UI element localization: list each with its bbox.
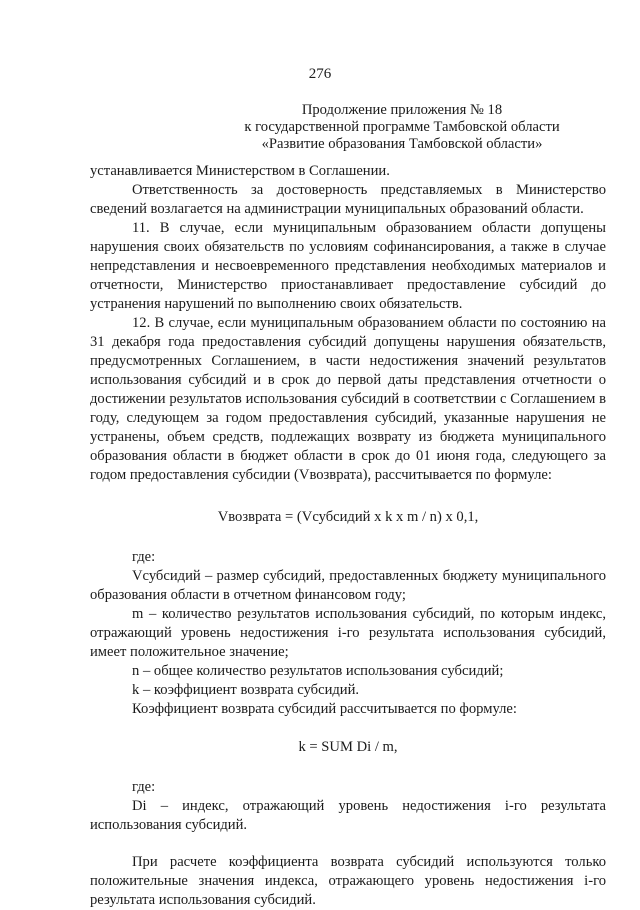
where-label-1: где: xyxy=(132,549,156,565)
definition-v-subsidy: Vсубсидий – размер субсидий, предоставленных бюджету муниципального образования области в отчетном финансовом году; xyxy=(90,568,606,603)
paragraph-12: 12. В случае, если муниципальным образованием области по состоянию на 31 декабря года предоставления субсидий допущены нарушения обязательств, предусмотренных Соглашением, в части недостижения значений результатов использования субсидий и в срок до первой даты представления отчетности о достижении результатов использования субсидий в соответствии с Соглашением в году, следующем за годом предоставления субсидий, указанные нарушения не устранены, объем средств, подлежащих возврату из бюджета муниципального образования области в бюджет области в срок до 01 июня года, следующего за годом предоставления субсидии (Vвозврата), рассчитывается по формуле: xyxy=(90,315,606,483)
document-body xyxy=(90,162,606,910)
paragraph-11: 11. В случае, если муниципальным образованием области допущены нарушения своих обязательств по условиям софинансирования, а также в случае непредставления и несвоевременного представления необходимых материалов и отчетности, Министерство приостанавливает предоставление субсидий до устранения нарушений по выполнению своих обязательств. xyxy=(90,220,606,312)
page-number: 276 xyxy=(308,66,332,82)
formula-v-return: Vвозврата = (Vсубсидий x k x m / n) x 0,1, xyxy=(217,509,479,525)
paragraph-continuation: устанавливается Министерством в Соглашении. xyxy=(90,163,390,179)
header-line-1: Продолжение приложения № 18 xyxy=(301,102,503,118)
definition-m: m – количество результатов использования субсидий, по которым индекс, отражающий уровень недостижения i-го результата использования субсидий, имеет положительное значение; xyxy=(90,606,606,660)
header-line-3: «Развитие образования Тамбовской области» xyxy=(261,136,543,152)
k-formula-intro: Коэффициент возврата субсидий рассчитывается по формуле: xyxy=(132,701,517,717)
formula-k: k = SUM Di / m, xyxy=(298,739,398,755)
paragraph-responsibility: Ответственность за достоверность представляемых в Министерство сведений возлагается на администрации муниципальных образований области. xyxy=(90,182,606,217)
definition-di: Di – индекс, отражающий уровень недостижения i-го результата использования субсидий. xyxy=(90,798,606,833)
header-line-2: к государственной программе Тамбовской области xyxy=(244,119,560,135)
where-label-2: где: xyxy=(132,779,156,795)
document-header xyxy=(212,102,592,153)
definition-n: n – общее количество результатов использования субсидий; xyxy=(132,663,504,679)
definition-k: k – коэффициент возврата субсидий. xyxy=(132,682,360,698)
paragraph-final: При расчете коэффициента возврата субсидий используются только положительные значения индекса, отражающего уровень недостижения i-го результата использования субсидий. xyxy=(90,854,606,908)
